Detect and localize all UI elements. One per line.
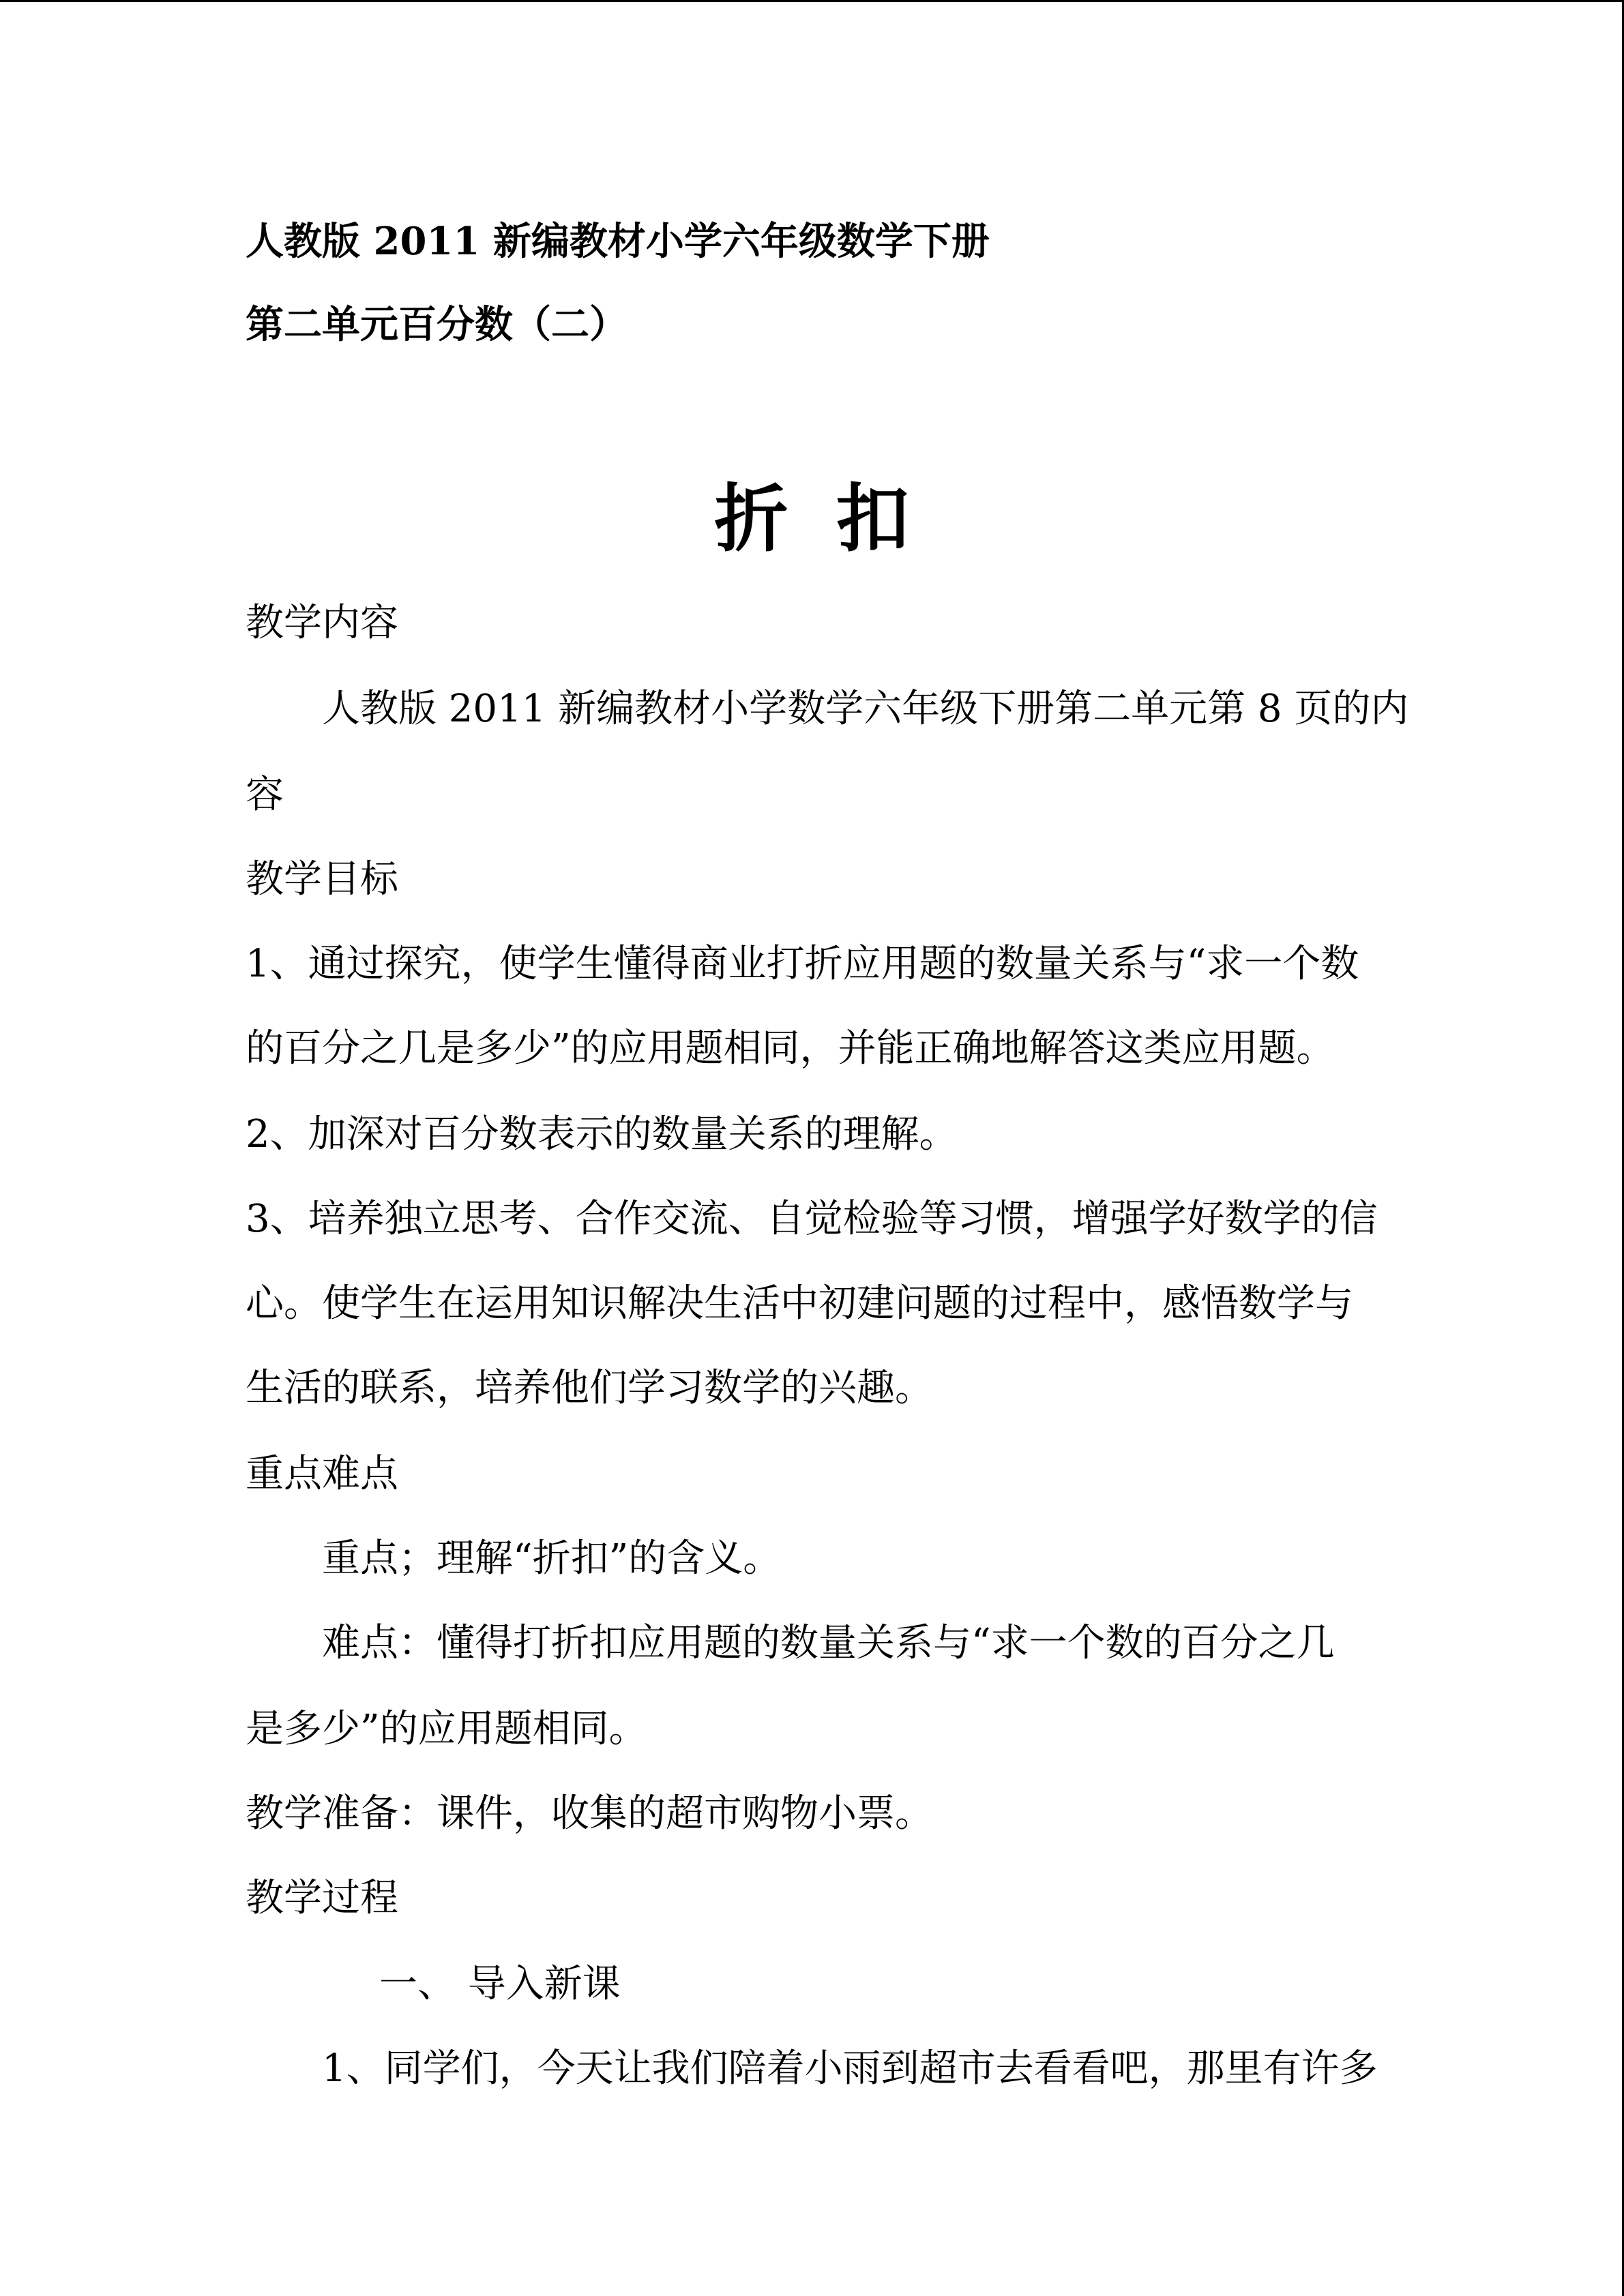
preparation-text: 教学准备：课件，收集的超市购物小票。 xyxy=(246,1791,933,1836)
goal-2: 2、加深对百分数表示的数量关系的理解。 xyxy=(246,1112,958,1157)
document-title: 折扣 xyxy=(714,476,958,562)
content-text-line-2: 容 xyxy=(246,773,284,817)
section-heading-content: 教学内容 xyxy=(246,601,398,645)
section-heading-key-points: 重点难点 xyxy=(246,1452,398,1496)
section-heading-goals: 教学目标 xyxy=(246,857,398,901)
goal-1-line-2: 的百分之几是多少”的应用题相同，并能正确地解答这类应用题。 xyxy=(246,1026,1335,1071)
difficulty-line-1: 难点：懂得打折扣应用题的数量关系与“求一个数的百分之几 xyxy=(322,1621,1335,1665)
difficulty-line-2: 是多少”的应用题相同。 xyxy=(246,1707,647,1751)
goal-3-line-1: 3、培养独立思考、合作交流、自觉检验等习惯，增强学好数学的信 xyxy=(246,1197,1378,1241)
page-border-top xyxy=(0,0,1624,2)
header-line-1: 人教版 2011 新编教材小学六年级数学下册 xyxy=(246,219,990,264)
goal-3-line-3: 生活的联系，培养他们学习数学的兴趣。 xyxy=(246,1366,933,1410)
content-text-line-1: 人教版 2011 新编教材小学数学六年级下册第二单元第 8 页的内 xyxy=(322,687,1409,731)
header-line-2: 第二单元百分数（二） xyxy=(246,302,628,347)
step-1-heading: 一、 导入新课 xyxy=(379,1962,621,2006)
key-point-text: 重点；理解“折扣”的含义。 xyxy=(322,1536,782,1581)
goal-1-line-1: 1、通过探究，使学生懂得商业打折应用题的数量关系与“求一个数 xyxy=(246,942,1359,986)
step-1-line-1: 1、同学们，今天让我们陪着小雨到超市去看看吧，那里有许多 xyxy=(322,2046,1378,2091)
goal-3-line-2: 心。使学生在运用知识解决生活中初建问题的过程中，感悟数学与 xyxy=(246,1281,1353,1326)
section-heading-process: 教学过程 xyxy=(246,1876,398,1920)
